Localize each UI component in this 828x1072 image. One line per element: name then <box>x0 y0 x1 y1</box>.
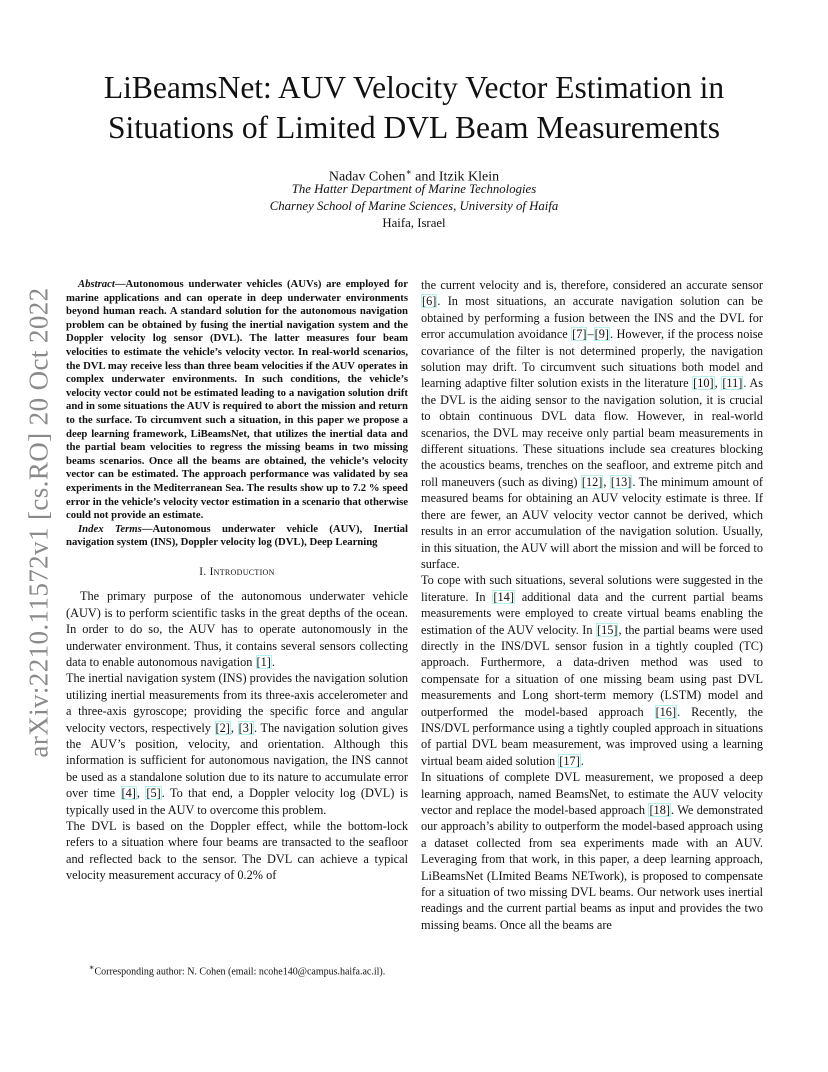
affiliation-department: The Hatter Department of Marine Technologies <box>291 182 537 196</box>
citation-link[interactable]: [7] <box>572 327 587 342</box>
author-rest: and Itzik Klein <box>411 169 500 185</box>
section-title: Introduction <box>209 565 275 578</box>
citation-link[interactable]: [11] <box>722 376 743 391</box>
citation-link[interactable]: [14] <box>493 589 514 604</box>
paragraph-text: , <box>230 720 238 735</box>
intro-paragraph-5 <box>421 572 763 769</box>
affiliation-school: Charney School of Marine Sciences, University of Haifa <box>269 199 559 213</box>
paragraph-text: additional data and the current partial beams measurements were employed to create virtual beams enabling the estimation of the AUV velocity. In <box>421 589 763 637</box>
citation-link[interactable]: [4] <box>121 786 136 801</box>
citation-link[interactable]: [12] <box>581 474 603 489</box>
citation-link[interactable]: [16] <box>655 704 677 719</box>
paragraph-text: the current velocity and is, therefore, considered an accurate sensor <box>421 278 763 292</box>
abstract-label: Abstract <box>78 278 115 290</box>
index-terms-label: Index Terms <box>78 522 142 535</box>
affiliation-location: Haifa, Israel <box>382 216 446 230</box>
paragraph-text: , <box>136 786 146 801</box>
paragraph-text: The DVL is based on the Doppler effect, while the bottom-lock refers to a situation where four beams are transacted to the seafloor and reflected back to the sensor. The DVL can achieve a typical velocity measurement accuracy of 0.2% of <box>66 818 408 883</box>
paper-title <box>70 68 758 148</box>
citation-link[interactable]: [18] <box>649 803 670 817</box>
paragraph-text: . <box>271 654 275 669</box>
citation-link[interactable]: [5] <box>146 786 161 801</box>
left-column <box>66 278 408 884</box>
intro-paragraph-6 <box>421 769 763 933</box>
abstract <box>66 278 408 523</box>
paragraph-text: To cope with such situations, several solutions were suggested in the literature. In <box>421 573 763 604</box>
citation-link[interactable]: [3] <box>238 720 253 735</box>
paragraph-text: . We demonstrated our approach’s ability to outperform the model-based approach using a dataset collected from sea experiments made with an AUV. Leveraging from that work, in this paper, a deep learning approach, LiBeamsNet (LImited Beams NETwork), is proposed to compensate for a situation of two missing DVL beams. Our network uses inertial readings and the current partial beams as input and provides the two missing beams. Once all the beams are <box>421 803 763 932</box>
index-terms <box>66 523 408 550</box>
intro-paragraph-4 <box>421 277 763 572</box>
paragraph-text: . The minimum amount of measured beams for obtaining an AUV velocity estimate is three. If there are fewer, an AUV velocity vector cannot be derived, which results in an error accumulation of the navigation solution. Usually, in this situation, the AUV will abort the mission and will be forced to surface. <box>421 474 763 571</box>
paragraph-text: . As the DVL is the aiding sensor to the navigation solution, it is crucial to obtain continuous DVL data flow. However, in real-world scenarios, the DVL may receive only partial beam measurements in different situations. These situations include sea creatures blocking the acoustics beams, trenches on the seafloor, and extreme pitch and roll maneuvers (such as diving) <box>421 376 763 489</box>
footnote-text: Corresponding author: N. Cohen (email: ncohe140@campus.haifa.ac.il). <box>94 966 386 978</box>
paragraph-text: . However, if the process noise covariance of the filter is not determined properly, the navigation solution may drift. To circumvent such situations both model and learning adaptive filter solution exists in the literature <box>421 327 764 391</box>
citation-link[interactable]: [15] <box>596 622 618 637</box>
section-heading-introduction <box>66 564 408 580</box>
intro-paragraph-3 <box>66 818 408 884</box>
paragraph-text: . Recently, the INS/DVL performance using a tightly coupled approach in situations of partial DVL beam measurement, was improved using a learning virtual beam aided solution <box>421 704 763 768</box>
intro-paragraph-1 <box>66 588 408 670</box>
footnote-mark: ∗ <box>88 963 95 972</box>
paragraph-text: . In most situations, an accurate navigation solution can be obtained by performing a fusion between the INS and the DVL for error accumulation avoidance <box>421 294 763 342</box>
paragraph-text: – <box>587 327 594 342</box>
author-first: Nadav Cohen <box>328 169 406 185</box>
right-column <box>421 277 763 933</box>
citation-link[interactable]: [9] <box>594 327 609 342</box>
title-line-2: Situations of Limited DVL Beam Measurements <box>107 110 721 145</box>
corresponding-author-footnote <box>66 961 408 978</box>
paragraph-text: In situations of complete DVL measurement, we proposed a deep learning approach, named BeamsNet, to estimate the AUV velocity vector and replace the model-based approach <box>421 770 763 817</box>
intro-paragraph-2 <box>66 670 408 818</box>
corresponding-author-mark: ∗ <box>405 167 412 177</box>
citation-link[interactable]: [13] <box>610 474 632 489</box>
paragraph-text: . The navigation solution gives the AUV’s position, velocity, and orientation. Although this information is sufficient for autonomous navigation, the INS cannot be used as a standalone solution due to its nature to accumulate error over time <box>66 720 408 801</box>
paragraph-text: . To that end, a Doppler velocity log (DVL) is typically used in the AUV to overcome this problem. <box>66 786 408 817</box>
citation-link[interactable]: [17] <box>559 753 580 768</box>
section-numeral: I. <box>199 565 210 578</box>
paragraph-text: The primary purpose of the autonomous underwater vehicle (AUV) is to perform scientific tasks in the great depths of the ocean. In order to do so, the AUV has to operate autonomously in the underwater environment. Thus, it contains several sensors collecting data to enable autonomous navigation <box>66 589 408 669</box>
paragraph-text: , <box>603 474 610 489</box>
paragraph-text: . <box>580 753 584 768</box>
title-line-1: LiBeamsNet: AUV Velocity Vector Estimation in <box>103 70 725 105</box>
citation-link[interactable]: [1] <box>256 654 271 669</box>
citation-link[interactable]: [10] <box>693 376 714 391</box>
arxiv-identifier-text: arXiv:2210.11572v1 [cs.RO] 20 Oct 2022 <box>23 286 54 758</box>
abstract-text: —Autonomous underwater vehicles (AUVs) are employed for marine applications and can operate in deep underwater environments beyond human reach. A standard solution for the autonomous navigation problem can be obtained by fusing the inertial navigation system and the Doppler velocity log sensor (DVL). The latter measures four beam velocities to estimate the vehicle’s velocity vector. In real-world scenarios, the DVL may receive less than three beam velocities if the AUV operates in complex underwater environments. In such conditions, the vehicle’s velocity vector could not be estimated leading to a navigation solution drift and in some situations the AUV is required to abort the mission and return to the surface. To circumvent such a situation, in this paper we propose a deep learning framework, LiBeamsNet, that utilizes the inertial data and the partial beam velocities to regress the missing beams in two missing beams scenarios. Once all the beams are obtained, the vehicle’s velocity vector can be estimated. The approach performance was validated by sea experiments in the Mediterranean Sea. The results show up to 7.2 % speed error in the vehicle’s velocity vector estimation in a scenario that otherwise could not provide an estimate. <box>66 278 408 522</box>
paragraph-text: , the partial beams were used directly in the INS/DVL sensor fusion in a tightly coupled (TC) approach. Furthermore, a data-driven method was used to compensate for a situation of one missing beam using past DVL measurements and Long short-term memory (LSTM) model and outperformed the model-based approach <box>421 622 763 719</box>
citation-link[interactable]: [6] <box>422 294 437 309</box>
citation-link[interactable]: [2] <box>215 720 230 735</box>
index-terms-text: —Autonomous underwater vehicle (AUV), Inertial navigation system (INS), Doppler velocity log (DVL), Deep Learning <box>66 522 408 549</box>
arxiv-identifier-stamp <box>21 282 57 762</box>
paragraph-text: The inertial navigation system (INS) provides the navigation solution utilizing inertial measurements from its three-axis accelerometer and a three-axis gyroscope; providing the specific force and angular velocity vectors, respectively <box>66 671 408 735</box>
paragraph-text: , <box>714 376 722 391</box>
